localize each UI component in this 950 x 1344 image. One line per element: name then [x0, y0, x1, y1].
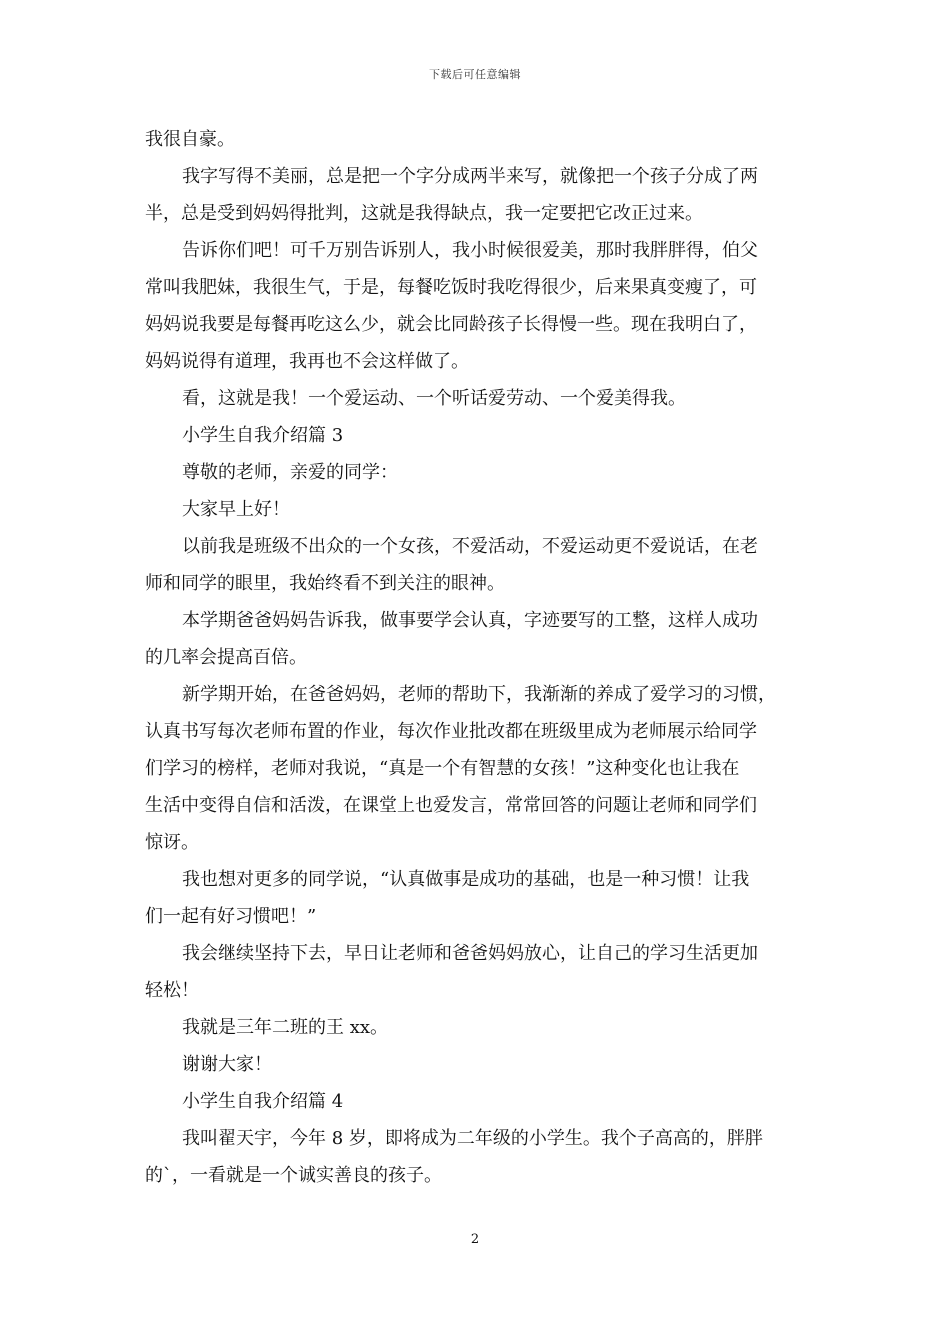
text-line: 小学生自我介绍篇 3	[182, 425, 344, 446]
text-line: 谢谢大家！	[182, 1054, 272, 1075]
text-line: 的`，一看就是一个诚实善良的孩子。	[145, 1165, 442, 1186]
text-line: 告诉你们吧！可千万别告诉别人，我小时候很爱美，那时我胖胖得，伯父	[182, 240, 758, 261]
text-line: 生活中变得自信和活泼，在课堂上也爱发言，常常回答的问题让老师和同学们	[145, 795, 757, 816]
text-line: 大家早上好！	[182, 499, 290, 520]
text-line: 我就是三年二班的王 xx。	[182, 1017, 389, 1038]
page-number: 2	[470, 1232, 480, 1247]
text-line: 惊讶。	[145, 832, 199, 853]
text-line: 妈妈说我要是每餐再吃这么少，就会比同龄孩子长得慢一些。现在我明白了，	[145, 314, 757, 335]
text-line: 看，这就是我！一个爱运动、一个听话爱劳动、一个爱美得我。	[182, 388, 686, 409]
text-line: 们一起有好习惯吧！”	[145, 906, 317, 927]
text-line: 本学期爸爸妈妈告诉我，做事要学会认真，字迹要写的工整，这样人成功	[182, 610, 758, 631]
text-line: 我很自豪。	[145, 129, 235, 150]
text-line: 轻松！	[145, 980, 199, 1001]
text-line: 小学生自我介绍篇 4	[182, 1091, 344, 1112]
text-line: 常叫我肥妹，我很生气，于是，每餐吃饭时我吃得很少，后来果真变瘦了，可	[145, 277, 757, 298]
text-line: 们学习的榜样，老师对我说，“真是一个有智慧的女孩！”这种变化也让我在	[145, 758, 740, 779]
text-line: 认真书写每次老师布置的作业，每次作业批改都在班级里成为老师展示给同学	[145, 721, 757, 742]
text-line: 我也想对更多的同学说，“认真做事是成功的基础，也是一种习惯！让我	[182, 869, 750, 890]
text-line: 的几率会提高百倍。	[145, 647, 307, 668]
text-line: 新学期开始，在爸爸妈妈，老师的帮助下，我渐渐的养成了爱学习的习惯，	[182, 684, 776, 705]
text-line: 我叫翟天宇，今年 8 岁，即将成为二年级的小学生。我个子高高的，胖胖	[182, 1128, 763, 1149]
text-line: 妈妈说得有道理，我再也不会这样做了。	[145, 351, 469, 372]
text-line: 师和同学的眼里，我始终看不到关注的眼神。	[145, 573, 505, 594]
text-line: 我字写得不美丽，总是把一个字分成两半来写，就像把一个孩子分成了两	[182, 166, 758, 187]
text-line: 我会继续坚持下去，早日让老师和爸爸妈妈放心，让自己的学习生活更加	[182, 943, 758, 964]
page-header: 下载后可任意编辑	[429, 68, 521, 81]
document-body	[145, 121, 810, 1194]
text-line: 以前我是班级不出众的一个女孩，不爱活动，不爱运动更不爱说话，在老	[182, 536, 758, 557]
text-line: 尊敬的老师，亲爱的同学：	[182, 462, 398, 483]
text-line: 半，总是受到妈妈得批判，这就是我得缺点，我一定要把它改正过来。	[145, 203, 703, 224]
